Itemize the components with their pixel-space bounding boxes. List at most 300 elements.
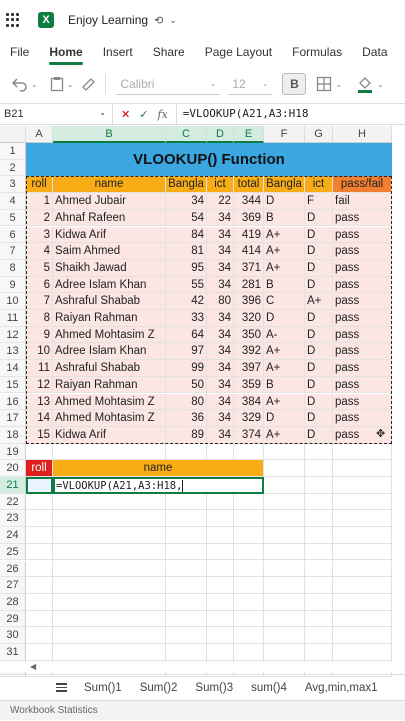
row-header-31[interactable]: 31: [0, 644, 26, 661]
row-header-2[interactable]: 2: [0, 160, 26, 177]
table-header-cell[interactable]: ict: [305, 176, 333, 193]
row-header-13[interactable]: 13: [0, 343, 26, 360]
table-cell[interactable]: pass: [333, 260, 392, 277]
row-header-15[interactable]: 15: [0, 377, 26, 394]
empty-cell[interactable]: [234, 494, 264, 511]
table-cell[interactable]: C: [264, 293, 305, 310]
status-bar[interactable]: Workbook Statistics: [0, 700, 405, 720]
table-cell[interactable]: 397: [234, 360, 264, 377]
table-cell[interactable]: 34: [207, 210, 234, 227]
table-cell[interactable]: 15: [26, 427, 53, 444]
table-cell[interactable]: 11: [26, 360, 53, 377]
table-cell[interactable]: D: [305, 310, 333, 327]
column-header-b[interactable]: B: [53, 126, 166, 143]
table-cell[interactable]: 34: [207, 243, 234, 260]
empty-cell[interactable]: [264, 644, 305, 661]
table-cell[interactable]: pass: [333, 360, 392, 377]
empty-cell[interactable]: [333, 460, 392, 477]
empty-cell[interactable]: [305, 627, 333, 644]
empty-cell[interactable]: [166, 494, 207, 511]
format-painter-button[interactable]: [77, 77, 101, 91]
table-cell[interactable]: 350: [234, 327, 264, 344]
empty-cell[interactable]: [234, 527, 264, 544]
empty-cell[interactable]: [333, 627, 392, 644]
sheet-tab-sum1[interactable]: Sum()1: [84, 681, 122, 694]
table-cell[interactable]: pass: [333, 394, 392, 411]
table-cell[interactable]: Ashraful Shabab: [53, 360, 166, 377]
empty-cell[interactable]: [207, 561, 234, 578]
empty-cell[interactable]: [333, 611, 392, 628]
row-header-18[interactable]: 18: [0, 427, 26, 444]
table-cell[interactable]: 5: [26, 260, 53, 277]
empty-cell[interactable]: [333, 644, 392, 661]
empty-cell[interactable]: [305, 544, 333, 561]
row-header-20[interactable]: 20: [0, 460, 26, 477]
empty-cell[interactable]: [166, 611, 207, 628]
borders-button[interactable]: [312, 76, 346, 92]
table-cell[interactable]: 64: [166, 327, 207, 344]
sheet-tab-avg-min-max[interactable]: Avg,min,max1: [304, 681, 378, 694]
column-header-e[interactable]: E: [234, 126, 264, 143]
empty-cell[interactable]: [26, 644, 53, 661]
empty-cell[interactable]: [207, 611, 234, 628]
tab-data[interactable]: Data: [362, 45, 388, 59]
row-header-28[interactable]: 28: [0, 594, 26, 611]
empty-cell[interactable]: [53, 527, 166, 544]
table-cell[interactable]: Shaikh Jawad: [53, 260, 166, 277]
table-cell[interactable]: B: [264, 377, 305, 394]
table-cell[interactable]: D: [305, 277, 333, 294]
empty-cell[interactable]: [207, 594, 234, 611]
table-cell[interactable]: D: [305, 410, 333, 427]
table-header-cell[interactable]: pass/fail: [333, 176, 392, 193]
cancel-icon[interactable]: ✕: [121, 108, 131, 121]
empty-cell[interactable]: [166, 544, 207, 561]
lookup-name-header[interactable]: name: [53, 460, 264, 477]
empty-cell[interactable]: [53, 510, 166, 527]
row-header-29[interactable]: 29: [0, 611, 26, 628]
empty-cell[interactable]: [26, 510, 53, 527]
empty-cell[interactable]: [333, 594, 392, 611]
empty-cell[interactable]: [207, 627, 234, 644]
tab-share[interactable]: Share: [152, 45, 185, 59]
empty-cell[interactable]: [264, 627, 305, 644]
empty-cell[interactable]: [53, 444, 166, 461]
table-cell[interactable]: A+: [264, 343, 305, 360]
table-cell[interactable]: 13: [26, 394, 53, 411]
table-cell[interactable]: 33: [166, 310, 207, 327]
table-cell[interactable]: D: [305, 427, 333, 444]
table-cell[interactable]: 42: [166, 293, 207, 310]
table-cell[interactable]: Ashraful Shabab: [53, 293, 166, 310]
table-cell[interactable]: 34: [207, 360, 234, 377]
spreadsheet-grid[interactable]: [0, 126, 405, 662]
table-header-cell[interactable]: ict: [207, 176, 234, 193]
table-cell[interactable]: 3: [26, 227, 53, 244]
table-cell[interactable]: 1: [26, 193, 53, 210]
column-header-g[interactable]: G: [305, 126, 333, 143]
empty-cell[interactable]: [26, 544, 53, 561]
table-cell[interactable]: 34: [207, 377, 234, 394]
table-cell[interactable]: D: [264, 410, 305, 427]
table-header-cell[interactable]: roll: [26, 176, 53, 193]
table-cell[interactable]: Ahmed Mohtasim Z: [53, 327, 166, 344]
table-cell[interactable]: 84: [166, 227, 207, 244]
table-cell[interactable]: pass: [333, 310, 392, 327]
select-all-corner[interactable]: [0, 126, 26, 143]
lookup-roll-header[interactable]: roll: [26, 460, 53, 477]
undo-button[interactable]: [8, 77, 42, 91]
empty-cell[interactable]: [26, 494, 53, 511]
horizontal-scrollbar[interactable]: [0, 662, 405, 672]
empty-cell[interactable]: [207, 494, 234, 511]
table-cell[interactable]: D: [264, 310, 305, 327]
empty-cell[interactable]: [166, 444, 207, 461]
empty-cell[interactable]: [207, 577, 234, 594]
row-header-30[interactable]: 30: [0, 627, 26, 644]
empty-cell[interactable]: [234, 594, 264, 611]
table-cell[interactable]: 34: [207, 277, 234, 294]
table-cell[interactable]: pass: [333, 293, 392, 310]
table-cell[interactable]: A-: [264, 327, 305, 344]
table-cell[interactable]: 34: [207, 427, 234, 444]
table-cell[interactable]: 344: [234, 193, 264, 210]
empty-cell[interactable]: [305, 494, 333, 511]
row-header-12[interactable]: 12: [0, 327, 26, 344]
empty-cell[interactable]: [166, 577, 207, 594]
table-cell[interactable]: Saim Ahmed: [53, 243, 166, 260]
table-cell[interactable]: 99: [166, 360, 207, 377]
table-cell[interactable]: 392: [234, 343, 264, 360]
table-cell[interactable]: 14: [26, 410, 53, 427]
empty-cell[interactable]: [333, 477, 392, 494]
row-header-11[interactable]: 11: [0, 310, 26, 327]
empty-cell[interactable]: [234, 644, 264, 661]
table-cell[interactable]: 34: [207, 327, 234, 344]
row-header-9[interactable]: 9: [0, 277, 26, 294]
column-header-c[interactable]: C: [166, 126, 207, 143]
table-cell[interactable]: 89: [166, 427, 207, 444]
table-cell[interactable]: 55: [166, 277, 207, 294]
table-header-cell[interactable]: total: [234, 176, 264, 193]
row-header-26[interactable]: 26: [0, 561, 26, 578]
table-cell[interactable]: A+: [264, 394, 305, 411]
table-cell[interactable]: 34: [207, 310, 234, 327]
empty-cell[interactable]: [234, 611, 264, 628]
empty-cell[interactable]: [166, 510, 207, 527]
paste-button[interactable]: [46, 76, 78, 92]
table-cell[interactable]: A+: [264, 427, 305, 444]
empty-cell[interactable]: [234, 544, 264, 561]
sheet-list-icon[interactable]: [56, 683, 67, 692]
empty-cell[interactable]: [53, 594, 166, 611]
table-cell[interactable]: pass: [333, 427, 392, 444]
table-cell[interactable]: D: [305, 243, 333, 260]
empty-cell[interactable]: [53, 611, 166, 628]
table-cell[interactable]: D: [305, 377, 333, 394]
table-cell[interactable]: D: [305, 210, 333, 227]
table-cell[interactable]: 9: [26, 327, 53, 344]
table-cell[interactable]: 414: [234, 243, 264, 260]
row-header-5[interactable]: 5: [0, 210, 26, 227]
row-header-8[interactable]: 8: [0, 260, 26, 277]
empty-cell[interactable]: [305, 477, 333, 494]
empty-cell[interactable]: [264, 544, 305, 561]
empty-cell[interactable]: [26, 611, 53, 628]
empty-cell[interactable]: [234, 627, 264, 644]
table-cell[interactable]: 22: [207, 193, 234, 210]
empty-cell[interactable]: [26, 527, 53, 544]
empty-cell[interactable]: [53, 627, 166, 644]
app-launcher-icon[interactable]: [6, 13, 20, 27]
table-cell[interactable]: 81: [166, 243, 207, 260]
table-cell[interactable]: pass: [333, 227, 392, 244]
table-cell[interactable]: pass: [333, 210, 392, 227]
row-header-14[interactable]: 14: [0, 360, 26, 377]
empty-cell[interactable]: [305, 611, 333, 628]
table-cell[interactable]: 8: [26, 310, 53, 327]
table-cell[interactable]: A+: [264, 260, 305, 277]
row-header-23[interactable]: 23: [0, 510, 26, 527]
row-header-21[interactable]: 21: [0, 477, 26, 494]
lookup-roll-input-cell[interactable]: [26, 477, 53, 494]
table-cell[interactable]: 359: [234, 377, 264, 394]
table-cell[interactable]: 34: [207, 343, 234, 360]
font-name-dropdown[interactable]: [116, 73, 220, 95]
table-cell[interactable]: A+: [264, 227, 305, 244]
empty-cell[interactable]: [305, 527, 333, 544]
empty-cell[interactable]: [305, 444, 333, 461]
table-cell[interactable]: B: [264, 210, 305, 227]
table-cell[interactable]: 50: [166, 377, 207, 394]
empty-cell[interactable]: [264, 494, 305, 511]
row-header-16[interactable]: 16: [0, 394, 26, 411]
table-cell[interactable]: F: [305, 193, 333, 210]
table-cell[interactable]: D: [305, 260, 333, 277]
empty-cell[interactable]: [207, 527, 234, 544]
table-cell[interactable]: Ahmed Jubair: [53, 193, 166, 210]
table-cell[interactable]: D: [305, 327, 333, 344]
empty-cell[interactable]: [26, 577, 53, 594]
empty-cell[interactable]: [333, 527, 392, 544]
table-cell[interactable]: 384: [234, 394, 264, 411]
empty-cell[interactable]: [305, 460, 333, 477]
table-cell[interactable]: B: [264, 277, 305, 294]
document-title[interactable]: Enjoy Learning: [68, 13, 149, 27]
table-cell[interactable]: 34: [207, 410, 234, 427]
empty-cell[interactable]: [26, 627, 53, 644]
empty-cell[interactable]: [305, 510, 333, 527]
table-cell[interactable]: 97: [166, 343, 207, 360]
insert-function-icon[interactable]: fx: [157, 107, 168, 121]
table-cell[interactable]: pass: [333, 243, 392, 260]
sheet-tab-sum4[interactable]: sum()4: [251, 681, 287, 694]
empty-cell[interactable]: [166, 594, 207, 611]
empty-cell[interactable]: [264, 460, 305, 477]
table-cell[interactable]: pass: [333, 277, 392, 294]
empty-cell[interactable]: [264, 561, 305, 578]
empty-cell[interactable]: [264, 444, 305, 461]
table-cell[interactable]: A+: [264, 360, 305, 377]
column-header-d[interactable]: D: [207, 126, 234, 143]
table-cell[interactable]: pass: [333, 327, 392, 344]
row-header-24[interactable]: 24: [0, 527, 26, 544]
table-cell[interactable]: Ahnaf Rafeen: [53, 210, 166, 227]
table-cell[interactable]: 34: [207, 260, 234, 277]
table-cell[interactable]: 419: [234, 227, 264, 244]
tab-formulas[interactable]: Formulas: [292, 45, 343, 59]
empty-cell[interactable]: [305, 577, 333, 594]
row-header-25[interactable]: 25: [0, 544, 26, 561]
formula-editing-cell[interactable]: [53, 477, 264, 494]
empty-cell[interactable]: [305, 644, 333, 661]
empty-cell[interactable]: [264, 594, 305, 611]
empty-cell[interactable]: [264, 510, 305, 527]
table-cell[interactable]: Ahmed Mohtasim Z: [53, 394, 166, 411]
tab-file[interactable]: File: [10, 45, 30, 59]
empty-cell[interactable]: [166, 561, 207, 578]
row-header-6[interactable]: 6: [0, 227, 26, 244]
table-cell[interactable]: D: [305, 343, 333, 360]
font-size-dropdown[interactable]: [228, 73, 272, 95]
formula-input[interactable]: =VLOOKUP(A21,A3:H18: [176, 103, 309, 125]
table-cell[interactable]: Raiyan Rahman: [53, 377, 166, 394]
row-header-4[interactable]: 4: [0, 193, 26, 210]
tab-insert[interactable]: Insert: [102, 45, 133, 59]
table-header-cell[interactable]: Bangla: [264, 176, 305, 193]
row-header-3[interactable]: 3: [0, 176, 26, 193]
empty-cell[interactable]: [333, 577, 392, 594]
empty-cell[interactable]: [264, 577, 305, 594]
empty-cell[interactable]: [166, 644, 207, 661]
column-header-a[interactable]: A: [26, 126, 53, 143]
table-cell[interactable]: 95: [166, 260, 207, 277]
table-cell[interactable]: 12: [26, 377, 53, 394]
empty-cell[interactable]: [207, 444, 234, 461]
empty-cell[interactable]: [264, 527, 305, 544]
table-cell[interactable]: pass: [333, 410, 392, 427]
column-header-f[interactable]: F: [264, 126, 305, 143]
scroll-left-icon[interactable]: ◀: [30, 662, 37, 671]
table-cell[interactable]: 396: [234, 293, 264, 310]
empty-cell[interactable]: [234, 444, 264, 461]
bold-button[interactable]: B: [282, 73, 306, 95]
table-cell[interactable]: Kidwa Arif: [53, 227, 166, 244]
table-cell[interactable]: 36: [166, 410, 207, 427]
chevron-down-icon[interactable]: ⌄: [169, 14, 177, 25]
empty-cell[interactable]: [305, 594, 333, 611]
table-cell[interactable]: D: [305, 227, 333, 244]
empty-cell[interactable]: [53, 644, 166, 661]
row-header-27[interactable]: 27: [0, 577, 26, 594]
table-cell[interactable]: 329: [234, 410, 264, 427]
table-cell[interactable]: Adree Islam Khan: [53, 277, 166, 294]
table-cell[interactable]: 80: [207, 293, 234, 310]
empty-cell[interactable]: [26, 444, 53, 461]
table-cell[interactable]: 374: [234, 427, 264, 444]
confirm-icon[interactable]: ✓: [139, 108, 149, 121]
table-cell[interactable]: A+: [305, 293, 333, 310]
empty-cell[interactable]: [333, 544, 392, 561]
empty-cell[interactable]: [53, 494, 166, 511]
empty-cell[interactable]: [207, 510, 234, 527]
table-cell[interactable]: 320: [234, 310, 264, 327]
empty-cell[interactable]: [53, 544, 166, 561]
name-box[interactable]: [0, 108, 112, 120]
empty-cell[interactable]: [53, 577, 166, 594]
table-cell[interactable]: 281: [234, 277, 264, 294]
empty-cell[interactable]: [53, 561, 166, 578]
table-cell[interactable]: 10: [26, 343, 53, 360]
empty-cell[interactable]: [207, 544, 234, 561]
table-cell[interactable]: Raiyan Rahman: [53, 310, 166, 327]
table-cell[interactable]: 34: [166, 193, 207, 210]
row-header-22[interactable]: 22: [0, 494, 26, 511]
empty-cell[interactable]: [305, 561, 333, 578]
table-cell[interactable]: 80: [166, 394, 207, 411]
empty-cell[interactable]: [234, 577, 264, 594]
row-header-10[interactable]: 10: [0, 293, 26, 310]
table-cell[interactable]: 6: [26, 277, 53, 294]
column-header-h[interactable]: H: [333, 126, 392, 143]
table-cell[interactable]: 34: [207, 394, 234, 411]
table-cell[interactable]: 2: [26, 210, 53, 227]
empty-cell[interactable]: [26, 561, 53, 578]
row-header-19[interactable]: 19: [0, 444, 26, 461]
font-name-value: Calibri: [120, 77, 155, 91]
table-cell[interactable]: 54: [166, 210, 207, 227]
fill-color-button[interactable]: [352, 75, 388, 93]
empty-cell[interactable]: [26, 594, 53, 611]
empty-cell[interactable]: [333, 561, 392, 578]
empty-cell[interactable]: [264, 477, 305, 494]
sheet-tab-sum3[interactable]: Sum()3: [195, 681, 234, 694]
tab-home[interactable]: Home: [39, 41, 92, 65]
sheet-tab-sum2[interactable]: Sum()2: [139, 681, 178, 694]
table-cell[interactable]: 369: [234, 210, 264, 227]
row-header-7[interactable]: 7: [0, 243, 26, 260]
table-cell[interactable]: 4: [26, 243, 53, 260]
empty-cell[interactable]: [333, 444, 392, 461]
table-cell[interactable]: Ahmed Mohtasim Z: [53, 410, 166, 427]
table-cell[interactable]: 34: [207, 227, 234, 244]
empty-cell[interactable]: [166, 627, 207, 644]
table-cell[interactable]: fail: [333, 193, 392, 210]
table-header-cell[interactable]: name: [53, 176, 166, 193]
empty-cell[interactable]: [333, 494, 392, 511]
tab-page-layout[interactable]: Page Layout: [204, 45, 273, 59]
table-cell[interactable]: A+: [264, 243, 305, 260]
empty-cell[interactable]: [264, 611, 305, 628]
table-cell[interactable]: D: [305, 394, 333, 411]
empty-cell[interactable]: [166, 527, 207, 544]
table-cell[interactable]: pass: [333, 343, 392, 360]
empty-cell[interactable]: [234, 561, 264, 578]
table-header-cell[interactable]: Bangla: [166, 176, 207, 193]
table-cell[interactable]: 7: [26, 293, 53, 310]
empty-cell[interactable]: [207, 644, 234, 661]
row-header-17[interactable]: 17: [0, 410, 26, 427]
table-cell[interactable]: pass: [333, 377, 392, 394]
table-cell[interactable]: D: [305, 360, 333, 377]
row-header-1[interactable]: 1: [0, 143, 26, 160]
table-cell[interactable]: 371: [234, 260, 264, 277]
empty-cell[interactable]: [234, 510, 264, 527]
table-cell[interactable]: D: [264, 193, 305, 210]
empty-cell[interactable]: [333, 510, 392, 527]
table-cell[interactable]: Kidwa Arif: [53, 427, 166, 444]
table-cell[interactable]: Adree Islam Khan: [53, 343, 166, 360]
